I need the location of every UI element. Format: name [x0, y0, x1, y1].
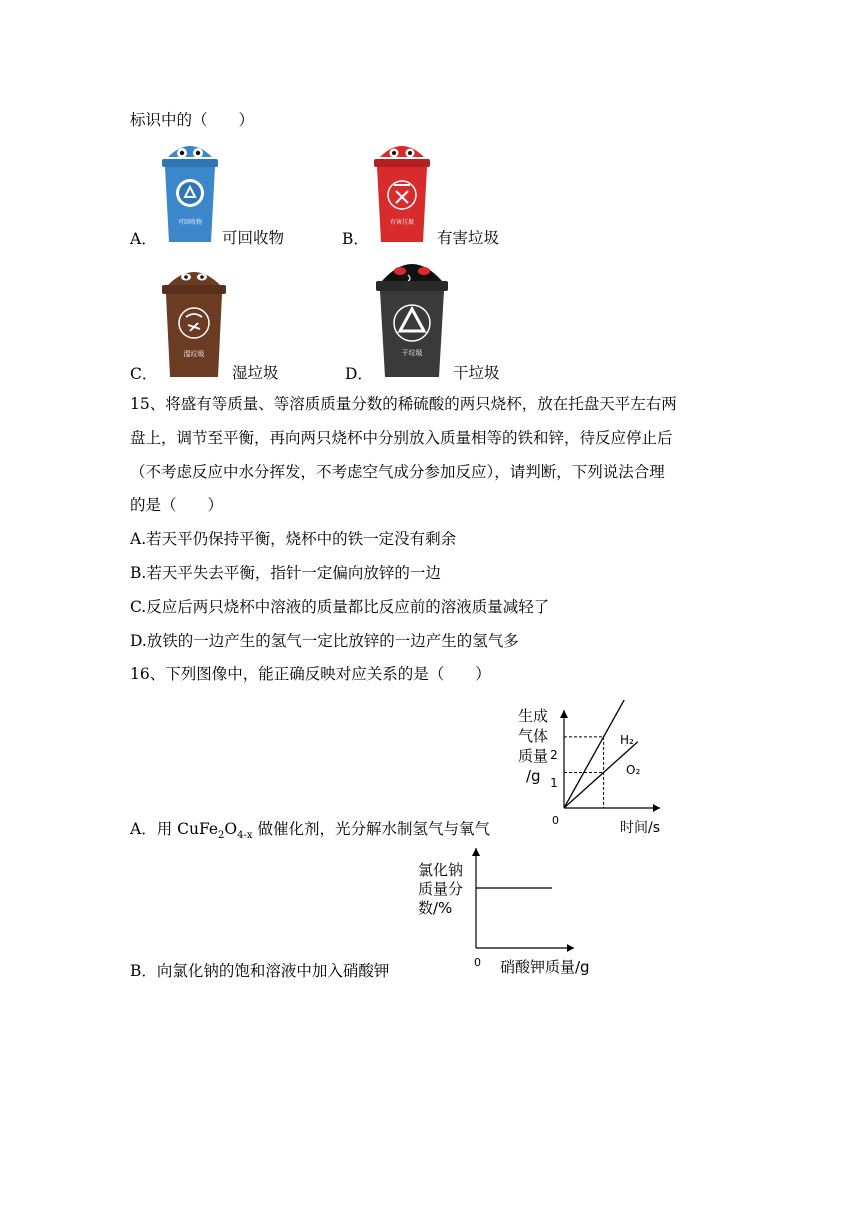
y-axis-arrow	[560, 710, 568, 718]
bin-label: 有害垃圾	[389, 219, 414, 226]
origin-label: 0	[552, 814, 559, 827]
ylabel-line: 质量	[518, 747, 549, 765]
option-b-label: 有害垃圾	[437, 229, 500, 247]
q15-stem-line-1: 15、将盛有等质量、等溶质质量分数的稀硫酸的两只烧杯，放在托盘天平左右两	[130, 395, 677, 413]
sodium-chloride-fraction-chart	[410, 842, 610, 978]
bin-label: 干垃圾	[401, 349, 423, 357]
ylabel-line: 质量分	[418, 880, 464, 898]
series-line-0	[564, 700, 641, 808]
ylabel-line: 数/%	[418, 899, 453, 917]
bin-label: 湿垃圾	[183, 350, 205, 358]
option-b-letter: B．	[342, 230, 369, 248]
ylabel-line: 氯化钠	[418, 861, 464, 879]
x-axis-label: 硝酸钾质量/g	[500, 958, 590, 976]
q15-stem-line-3: （不考虑反应中水分挥发，不考虑空气成分参加反应），请判断，下列说法合理	[130, 463, 665, 481]
q15-option-d: D.放铁的一边产生的氢气一定比放锌的一边产生的氢气多	[130, 632, 519, 650]
question-continuation: 标识中的（ ）	[130, 111, 255, 129]
q15-stem-line-2: 盘上，调节至平衡，再向两只烧杯中分别放入质量相等的铁和锌，待反应停止后	[130, 429, 673, 447]
q15-option-a: A.若天平仍保持平衡，烧杯中的铁一定没有剩余	[130, 530, 457, 548]
y-tick-label: 1	[550, 776, 558, 790]
gas-mass-chart	[510, 700, 670, 840]
hazard-bin-image	[370, 141, 434, 242]
series-label-o2: O₂	[626, 763, 641, 777]
q15-option-b: B.若天平失去平衡，指针一定偏向放锌的一边	[130, 564, 441, 582]
q16-option-b: B．向氯化钠的饱和溶液中加入硝酸钾	[130, 962, 390, 980]
bin-label: 可回收物	[177, 219, 202, 226]
recycle-bin-image	[158, 141, 222, 242]
dry-waste-bin-image	[372, 255, 452, 377]
option-d-label: 干垃圾	[453, 364, 500, 382]
y-tick-label: 2	[550, 748, 558, 762]
option-a-letter: A．	[130, 230, 157, 248]
origin-label: 0	[474, 956, 481, 969]
y-axis-arrow	[472, 848, 480, 856]
x-axis-arrow	[653, 804, 660, 812]
q16-stem: 16、下列图像中，能正确反映对应关系的是（ ）	[130, 665, 491, 683]
ylabel-line: 气体	[518, 727, 549, 745]
ylabel-line: 生成	[518, 707, 549, 725]
x-axis-arrow	[567, 944, 574, 952]
option-d-letter: D．	[345, 365, 373, 383]
series-label-h2: H₂	[620, 733, 634, 747]
ylabel-line: /g	[526, 767, 541, 785]
option-a-label: 可回收物	[222, 229, 285, 247]
option-c-label: 湿垃圾	[232, 364, 279, 382]
q15-stem-line-4: 的是（ ）	[130, 496, 224, 514]
wet-waste-bin-image	[158, 265, 230, 377]
x-axis-label: 时间/s	[620, 820, 661, 836]
q15-option-c: C.反应后两只烧杯中溶液的质量都比反应前的溶液质量减轻了	[130, 598, 550, 616]
q16-option-a: A．用 $CuFe_2O_{4-x}$ 做催化剂，光分解水制氢气与氧气	[130, 820, 490, 842]
option-c-letter: C．	[130, 365, 158, 383]
